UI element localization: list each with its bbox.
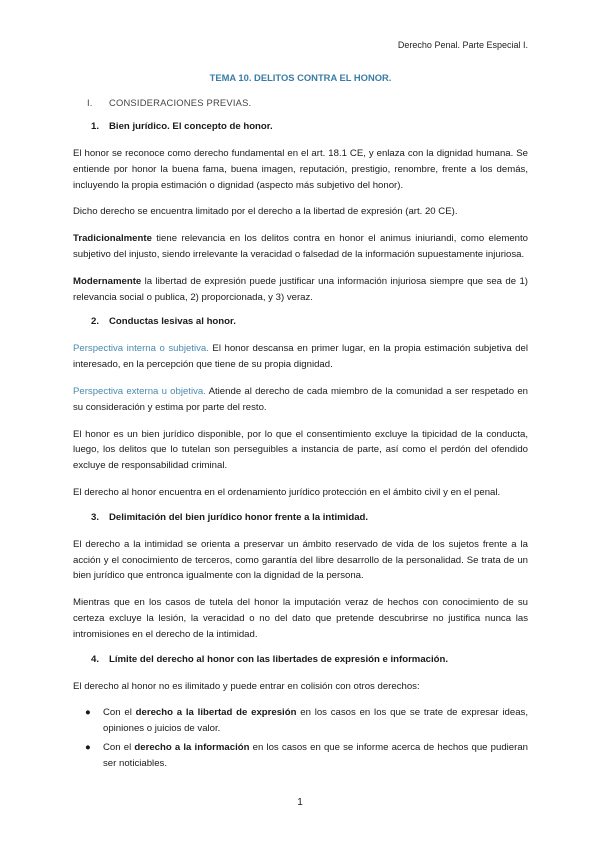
paragraph-internal-perspective xyxy=(73,341,528,373)
subsection-label: Conductas lesivas al honor. xyxy=(109,316,236,328)
subsection-heading-4 xyxy=(91,654,528,665)
paragraph-text: Atiende al derecho de cada miembro de la comunidad a ser respetado en su consideración y estima por parte del resto. xyxy=(73,385,528,413)
section-number: I. xyxy=(87,97,93,108)
bullet-icon: ● xyxy=(85,707,91,719)
paragraph-traditional xyxy=(73,231,528,263)
subsection-number: 3. xyxy=(91,511,100,523)
page-number: 1 xyxy=(297,797,303,808)
paragraph-external-perspective xyxy=(73,384,528,416)
subsection-number: 4. xyxy=(91,653,100,665)
subsection-label: Límite del derecho al honor con las libertades de expresión e información. xyxy=(109,653,449,665)
paragraph-text: El honor descansa en primer lugar, en la propia estimación subjetiva del interesado, en la percepción que tiene de su propia dignidad. xyxy=(73,343,528,371)
paragraph-honor-definition: El honor se reconoce como derecho fundamental en el art. 18.1 CE, y enlaza con la dignidad humana. Se entiende por honor la buena fama, buena imagen, reputación, prestigio, renombre, frente a los demás, incluyendo la propia estimación o dignidad (aspecto más subjetivo del honor). xyxy=(73,148,528,191)
section-heading xyxy=(87,97,528,108)
bold-term: Tradicionalmente xyxy=(73,233,152,245)
paragraph-intimacy: El derecho a la intimidad se orienta a preservar un ámbito reservado de vida de los sujetos frente a la acción y el conocimiento de terceros, como garantía del libre desarrollo de la personalidad. Se trata de un bien jurídico que entronca igualmente con la dignidad de la persona. xyxy=(73,538,528,582)
bold-term: derecho a la libertad de expresión xyxy=(135,707,297,719)
list-item-text: Con el xyxy=(103,741,135,753)
list-item-text: en los casos en que se informe acerca de hechos que pudieran ser noticiables. xyxy=(103,741,528,769)
paragraph-modern xyxy=(73,274,528,306)
paragraph-limit: Dicho derecho se encuentra limitado por el derecho a la libertad de expresión (art. 20 CE). xyxy=(73,206,458,218)
bold-term: derecho a la información xyxy=(134,741,250,753)
list-item xyxy=(83,740,528,772)
subsection-number: 1. xyxy=(91,121,100,132)
subsection-heading-3 xyxy=(91,512,528,523)
running-header: Derecho Penal. Parte Especial I. xyxy=(397,40,528,50)
list-item xyxy=(83,705,528,737)
highlighted-term: Perspectiva interna o subjetiva. xyxy=(73,343,209,355)
paragraph-collision: El derecho al honor no es ilimitado y puede entrar en colisión con otros derechos: xyxy=(73,680,420,692)
paragraph-disposable-right: El honor es un bien jurídico disponible, por lo que el consentimiento excluye la tipicidad de la conducta, luego, los delitos que lo tutelan son perseguibles a instancia de parte, así como el perdón del ofendido excluye de responsabilidad criminal. xyxy=(73,428,528,472)
paragraph-text: tiene relevancia en los delitos contra en honor el animus iniuriandi, como elemento subjetivo del injusto, siendo irrelevante la veracidad o falsedad de la información supuestamente injuriosa. xyxy=(73,233,528,260)
section-label: CONSIDERACIONES PREVIAS. xyxy=(109,97,252,108)
page-content xyxy=(73,72,528,775)
subsection-number: 2. xyxy=(91,316,100,328)
subsection-heading-1 xyxy=(91,121,528,132)
bold-term: Modernamente xyxy=(73,275,142,287)
bullet-list xyxy=(73,705,528,771)
bullet-icon: ● xyxy=(85,741,91,753)
list-item-text: en los casos en los que se trate de expresar ideas, opiniones o juicios de valor. xyxy=(103,707,528,735)
paragraph-protection: El derecho al honor encuentra en el ordenamiento jurídico protección en el ámbito civil y en el penal. xyxy=(73,486,501,498)
paragraph-text: la libertad de expresión puede justificar una información injuriosa siempre que sea de 1) relevancia social o publica, 2) proporcionada, y 3) veraz. xyxy=(73,275,528,303)
subsection-heading-2 xyxy=(91,316,528,327)
subsection-label: Delimitación del bien jurídico honor frente a la intimidad. xyxy=(109,511,369,523)
list-item-text: Con el xyxy=(103,707,136,719)
paragraph-truthfulness: Mientras que en los casos de tutela del honor la imputación veraz de hechos con conocimiento de su certeza excluye la lesión, la veracidad o no del dato que pretende descubrirse no justifica nunca las intromisiones en el derecho de la intimidad. xyxy=(73,597,528,640)
subsection-label: Bien jurídico. El concepto de honor. xyxy=(109,121,273,132)
chapter-title: TEMA 10. DELITOS CONTRA EL HONOR. xyxy=(209,72,392,83)
highlighted-term: Perspectiva externa u objetiva. xyxy=(73,385,206,397)
